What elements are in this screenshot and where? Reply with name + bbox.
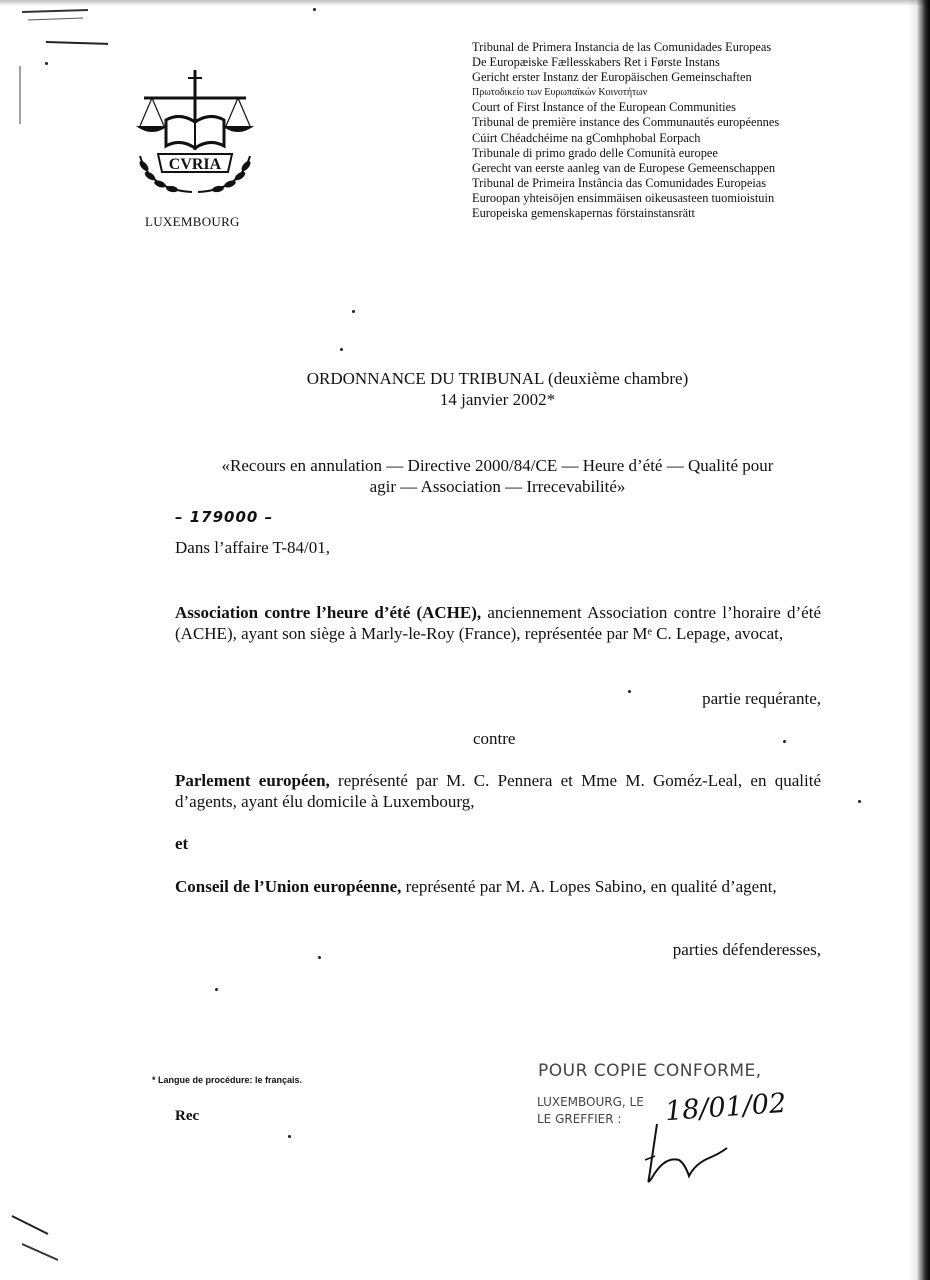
defendant2-name: Conseil de l’Union européenne, <box>175 877 402 896</box>
defendant2-paragraph <box>175 876 821 897</box>
order-date: 14 janvier 2002* <box>439 390 556 409</box>
court-names-list <box>472 40 779 221</box>
court-name: Tribunal de Primera Instancia de las Comunidades Europeas <box>472 40 772 54</box>
court-name: Gerecht van eerste aanleg van de Europese Gemeenschappen <box>472 160 776 175</box>
case-subject <box>175 455 820 497</box>
stamp-luxembourg: LUXEMBOURG, LE <box>537 1095 644 1109</box>
scan-speck <box>783 740 786 743</box>
certified-copy-stamp: POUR COPIE CONFORME, <box>538 1061 762 1081</box>
court-name: Europeiska gemenskapernas förstainstansrätt <box>472 206 695 221</box>
scan-speck <box>215 988 218 991</box>
court-name: Court of First Instance of the European Communities <box>472 100 736 115</box>
scan-shadow-right <box>908 0 930 1280</box>
court-name: Euroopan yhteisöjen ensimmäisen oikeusasteen tuomioistuin <box>472 190 775 205</box>
scan-speck <box>288 1135 291 1138</box>
court-city: LUXEMBOURG <box>145 214 240 229</box>
court-name: Πρωτοδικείο των Ευρωπαϊκών Κοινοτήτων <box>472 87 648 99</box>
applicant-name: Association contre l’heure d’été (ACHE), <box>175 603 482 622</box>
order-title-block <box>175 368 820 410</box>
subject-line: agir — Association — Irrecevabilité» <box>369 477 626 496</box>
court-name: Tribunale di primo grado delle Comunità europee <box>472 145 718 160</box>
scan-marks-top-left <box>18 6 108 126</box>
stamp-greffier: LE GREFFIER : <box>537 1112 622 1126</box>
defendant2-details: représenté par M. A. Lopes Sabino, en qualité d’agent, <box>401 877 777 896</box>
court-name: Cúirt Chéadchéime na gComhphobal Eorpach <box>472 130 701 145</box>
scan-shadow-top <box>0 0 930 6</box>
scan-speck <box>313 8 316 11</box>
court-name: De Europæiske Fællesskabers Ret i Første Instans <box>472 55 720 70</box>
scan-speck <box>352 310 355 313</box>
curia-logo <box>130 68 260 198</box>
applicant-details: anciennement Association contre l’horaire d’été (ACHE), ayant son siège à Marly-le-Roy (France), représentée par Mᵉ C. Lepage, avocat, <box>175 603 821 643</box>
court-name: Tribunal de Primeira Instância das Comunidades Europeias <box>472 175 767 190</box>
order-title: ORDONNANCE DU TRIBUNAL (deuxième chambre) <box>306 369 689 388</box>
applicant-paragraph <box>175 602 821 644</box>
defendant1-details: représenté par M. C. Pennera et Mme M. Goméz-Leal, en qualité d’agents, ayant élu domicile à Luxembourg, <box>175 771 821 811</box>
applicant-role: partie requérante, <box>702 689 821 708</box>
subject-line: «Recours en annulation — Directive 2000/84/CE — Heure d’été — Qualité pour <box>221 456 774 475</box>
footnote-language: * Langue de procédure: le français. <box>152 1075 303 1085</box>
scan-speck <box>340 348 343 351</box>
defendant1-name: Parlement européen, <box>175 771 330 790</box>
court-name: Tribunal de première instance des Communautés européennes <box>472 115 780 130</box>
defendant-role: parties défenderesses, <box>672 940 821 959</box>
court-name: Gericht erster Instanz der Europäischen Gemeinschaften <box>472 70 752 85</box>
logo-text: CVRIA <box>168 156 222 173</box>
registrar-signature <box>635 1120 745 1190</box>
scan-marks-bottom-left <box>8 1210 68 1270</box>
defendant1-paragraph <box>175 770 821 812</box>
et-label: et <box>175 834 189 853</box>
handwritten-number: – 179000 – <box>175 508 274 526</box>
rec-label: Rec <box>175 1108 200 1124</box>
scan-speck <box>858 800 861 803</box>
handwritten-date: 18/01/02 <box>664 1087 788 1128</box>
case-intro: Dans l’affaire T-84/01, <box>175 538 331 557</box>
contre-label: contre <box>473 729 516 748</box>
